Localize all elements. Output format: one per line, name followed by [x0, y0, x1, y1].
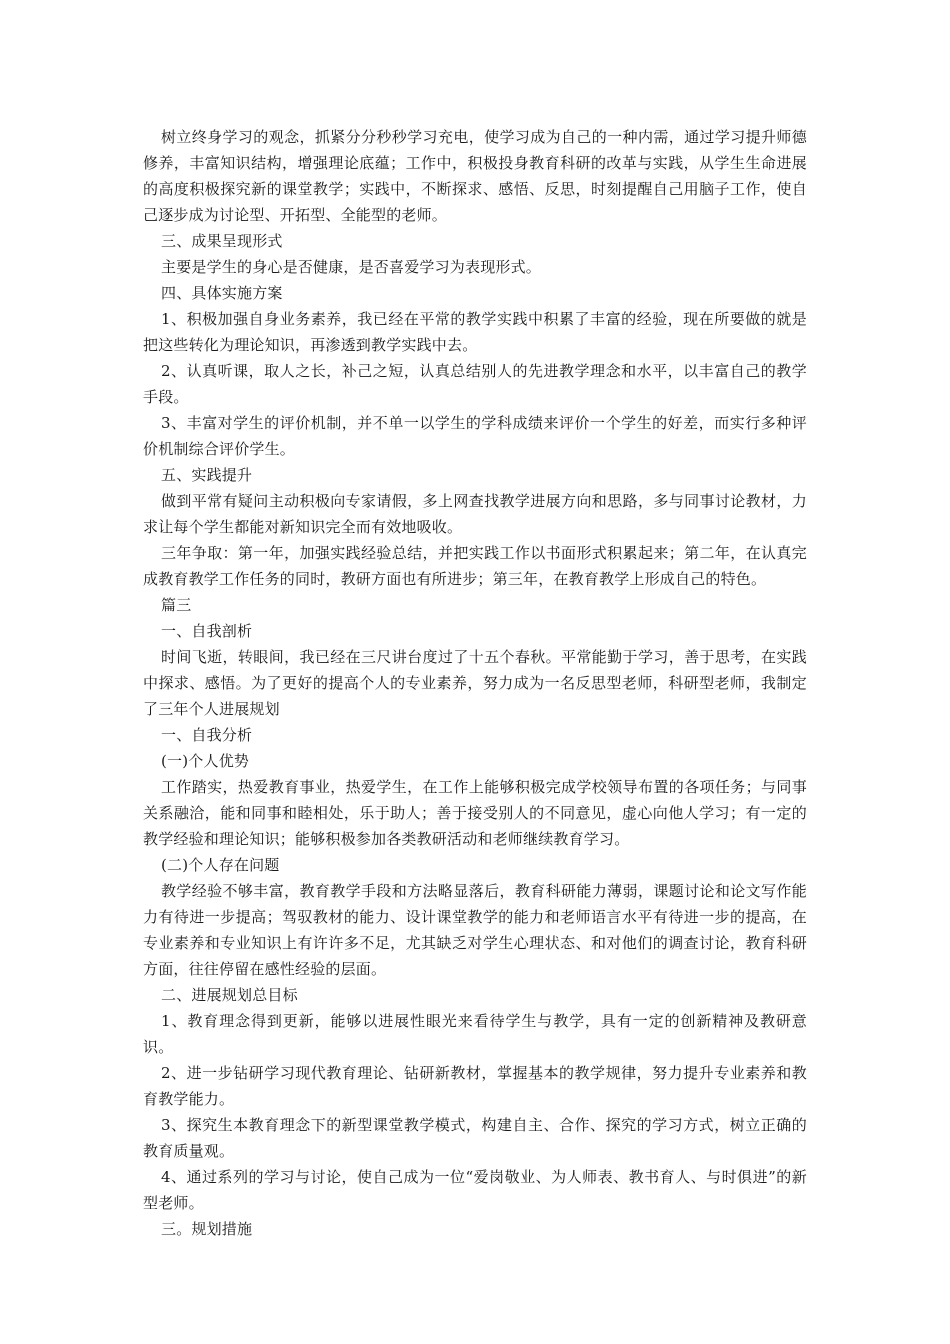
- paragraph: 主要是学生的身心是否健康，是否喜爱学习为表现形式。: [161, 258, 542, 276]
- paragraph: 1、积极加强自身业务素养，我已经在平常的教学实践中积累了丰富的经验，现在所要做的就是把这些转化为理论知识，再渗透到教学实践中去。: [143, 310, 807, 354]
- paragraph: 3、探究生本教育理念下的新型课堂教学模式，构建自主、合作、探究的学习方式，树立正确的教育质量观。: [143, 1116, 807, 1160]
- paragraph: 2、认真听课，取人之长，补己之短，认真总结别人的先进教学理念和水平，以丰富自己的教学手段。: [143, 362, 807, 406]
- subsection-heading: (一)个人优势: [161, 752, 250, 770]
- section-heading: 三、成果呈现形式: [161, 232, 283, 250]
- paragraph: 2、进一步钻研学习现代教育理论、钻研新教材，掌握基本的教学规律，努力提升专业素养和教育教学能力。: [143, 1064, 807, 1108]
- section-heading: 四、具体实施方案: [161, 284, 283, 302]
- paragraph: 3、丰富对学生的评价机制，并不单一以学生的学科成绩来评价一个学生的好差，而实行多种评价机制综合评价学生。: [143, 414, 807, 458]
- paragraph: 做到平常有疑问主动积极向专家请假，多上网查找教学进展方向和思路，多与同事讨论教材，力求让每个学生都能对新知识完全而有效地吸收。: [143, 492, 807, 536]
- section-heading: 一、自我剖析: [161, 622, 253, 640]
- document-body: [143, 124, 807, 1242]
- subsection-heading: (二)个人存在问题: [161, 856, 280, 874]
- section-heading: 二、进展规划总目标: [161, 986, 298, 1004]
- chapter-heading: 篇三: [161, 596, 192, 614]
- paragraph: 工作踏实，热爱教育事业，热爱学生，在工作上能够积极完成学校领导布置的各项任务；与同事关系融洽，能和同事和睦相处，乐于助人；善于接受别人的不同意见，虚心向他人学习；有一定的教学经验和理论知识；能够积极参加各类教研活动和老师继续教育学习。: [143, 778, 807, 848]
- paragraph: 4、通过系列的学习与讨论，使自己成为一位“爱岗敬业、为人师表、教书育人、与时俱进”的新型老师。: [143, 1168, 807, 1212]
- section-heading: 三。规划措施: [161, 1220, 253, 1238]
- paragraph: 三年争取：第一年，加强实践经验总结，并把实践工作以书面形式积累起来；第二年，在认真完成教育教学工作任务的同时，教研方面也有所进步；第三年，在教育教学上形成自己的特色。: [143, 544, 807, 588]
- paragraph: 1、教育理念得到更新，能够以进展性眼光来看待学生与教学，具有一定的创新精神及教研意识。: [143, 1012, 807, 1056]
- paragraph: 树立终身学习的观念，抓紧分分秒秒学习充电，使学习成为自己的一种内需，通过学习提升师德修养，丰富知识结构，增强理论底蕴；工作中，积极投身教育科研的改革与实践，从学生生命进展的高度积极探究新的课堂教学；实践中，不断探求、感悟、反思，时刻提醒自己用脑子工作，使自己逐步成为讨论型、开拓型、全能型的老师。: [143, 128, 807, 224]
- section-heading: 一、自我分析: [161, 726, 253, 744]
- paragraph: 时间飞逝，转眼间，我已经在三尺讲台度过了十五个春秋。平常能勤于学习，善于思考，在实践中探求、感悟。为了更好的提高个人的专业素养，努力成为一名反思型老师，科研型老师，我制定了三年个人进展规划: [143, 648, 807, 718]
- section-heading: 五、实践提升: [161, 466, 253, 484]
- paragraph: 教学经验不够丰富，教育教学手段和方法略显落后，教育科研能力薄弱，课题讨论和论文写作能力有待进一步提高；驾驭教材的能力、设计课堂教学的能力和老师语言水平有待进一步的提高，在专业素养和专业知识上有许许多不足，尤其缺乏对学生心理状态、和对他们的调查讨论，教育科研方面，往往停留在感性经验的层面。: [143, 882, 807, 978]
